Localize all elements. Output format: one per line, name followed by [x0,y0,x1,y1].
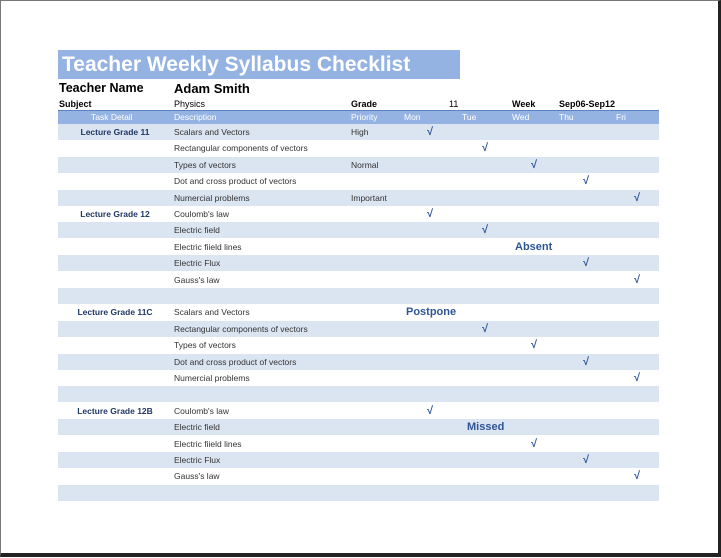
table-row [58,222,659,238]
description-cell: Gauss's law [174,274,220,285]
page-title: Teacher Weekly Syllabus Checklist [58,50,460,79]
description-cell: Scalars and Vectors [174,127,250,137]
table-row [58,468,659,484]
subject-value: Physics [174,99,206,109]
description-cell: Electric field [174,225,220,236]
table-row [58,173,659,189]
teacher-name-value: Adam Smith [174,81,250,96]
check-mark-icon: √ [583,355,590,368]
table-row [58,321,659,337]
table-row [58,419,659,435]
priority-cell: High [351,127,369,137]
table-row [58,124,659,140]
table-row [58,485,659,501]
table-row [58,337,659,353]
description-cell: Numercial problems [174,373,250,383]
week-value: Sep06-Sep12 [559,99,616,109]
table-row [58,140,659,156]
header-tue: Tue [462,112,477,122]
description-cell: Dot and cross product of vectors [174,356,297,367]
table-row [58,304,659,320]
description-cell: Numercial problems [174,192,250,203]
check-mark-icon: √ [482,322,489,335]
check-mark-icon: √ [531,158,538,171]
priority-cell: Important [351,192,387,203]
task-detail-cell: Lecture Grade 11C [77,307,153,318]
status-note: Postpone [406,306,457,319]
table-row [58,157,659,173]
table-row [58,288,659,304]
description-cell: Dot and cross product of vectors [174,176,297,187]
task-detail-cell: Lecture Grade 11 [80,127,150,137]
table-row [58,370,659,386]
table-row [58,403,659,419]
table-row [58,386,659,402]
table-row [58,452,659,468]
subject-label: Subject [59,99,92,109]
table-row [58,272,659,288]
header-fri: Fri [616,112,626,122]
table-row [58,354,659,370]
grade-label: Grade [351,99,378,109]
description-cell: Rectangular components of vectors [174,323,308,334]
description-cell: Electric Flux [174,455,221,465]
table-row [58,206,659,222]
check-mark-icon: √ [634,372,641,384]
status-note: Absent [515,240,553,253]
teacher-name-label: Teacher Name [59,81,144,95]
task-detail-cell: Lecture Grade 12 [80,209,150,219]
description-cell: Electric Flux [174,258,221,269]
header-task-detail: Task Detail [91,112,133,122]
description-cell: Types of vectors [174,159,236,170]
description-cell: Gauss's law [174,471,220,482]
description-cell: Coulomb's law [174,405,230,416]
check-mark-icon: √ [634,273,641,286]
week-label: Week [512,99,536,109]
description-cell: Types of vectors [174,340,236,351]
header-mon: Mon [404,112,421,122]
priority-cell: Normal [351,159,379,170]
header-thu: Thu [559,112,574,122]
check-mark-icon: √ [482,224,489,237]
check-mark-icon: √ [634,191,641,204]
check-mark-icon: √ [583,257,590,270]
check-mark-icon: √ [482,142,489,155]
status-note: Missed [467,421,505,434]
description-cell: Rectangular components of vectors [174,143,308,154]
check-mark-icon: √ [531,339,538,352]
check-mark-icon: √ [583,175,590,188]
check-mark-icon: √ [427,208,434,220]
header-priority: Priority [351,112,378,122]
description-cell: Electric field [174,422,220,433]
table-row [58,239,659,255]
table-header [58,110,659,124]
header-description: Description [174,112,217,122]
check-mark-icon: √ [427,404,434,417]
check-mark-icon: √ [583,454,590,466]
description-cell: Electric fiield lines [174,241,242,252]
header-wed: Wed [512,112,530,122]
table-row [58,190,659,206]
check-mark-icon: √ [634,470,641,483]
task-detail-cell: Lecture Grade 12B [77,405,153,416]
grade-value: 11 [449,99,459,109]
description-cell: Electric fiield lines [174,438,242,449]
check-mark-icon: √ [531,437,538,450]
description-cell: Scalars and Vectors [174,307,250,318]
table-row [58,436,659,452]
table-row [58,255,659,271]
check-mark-icon: √ [427,126,434,138]
description-cell: Coulomb's law [174,209,230,219]
